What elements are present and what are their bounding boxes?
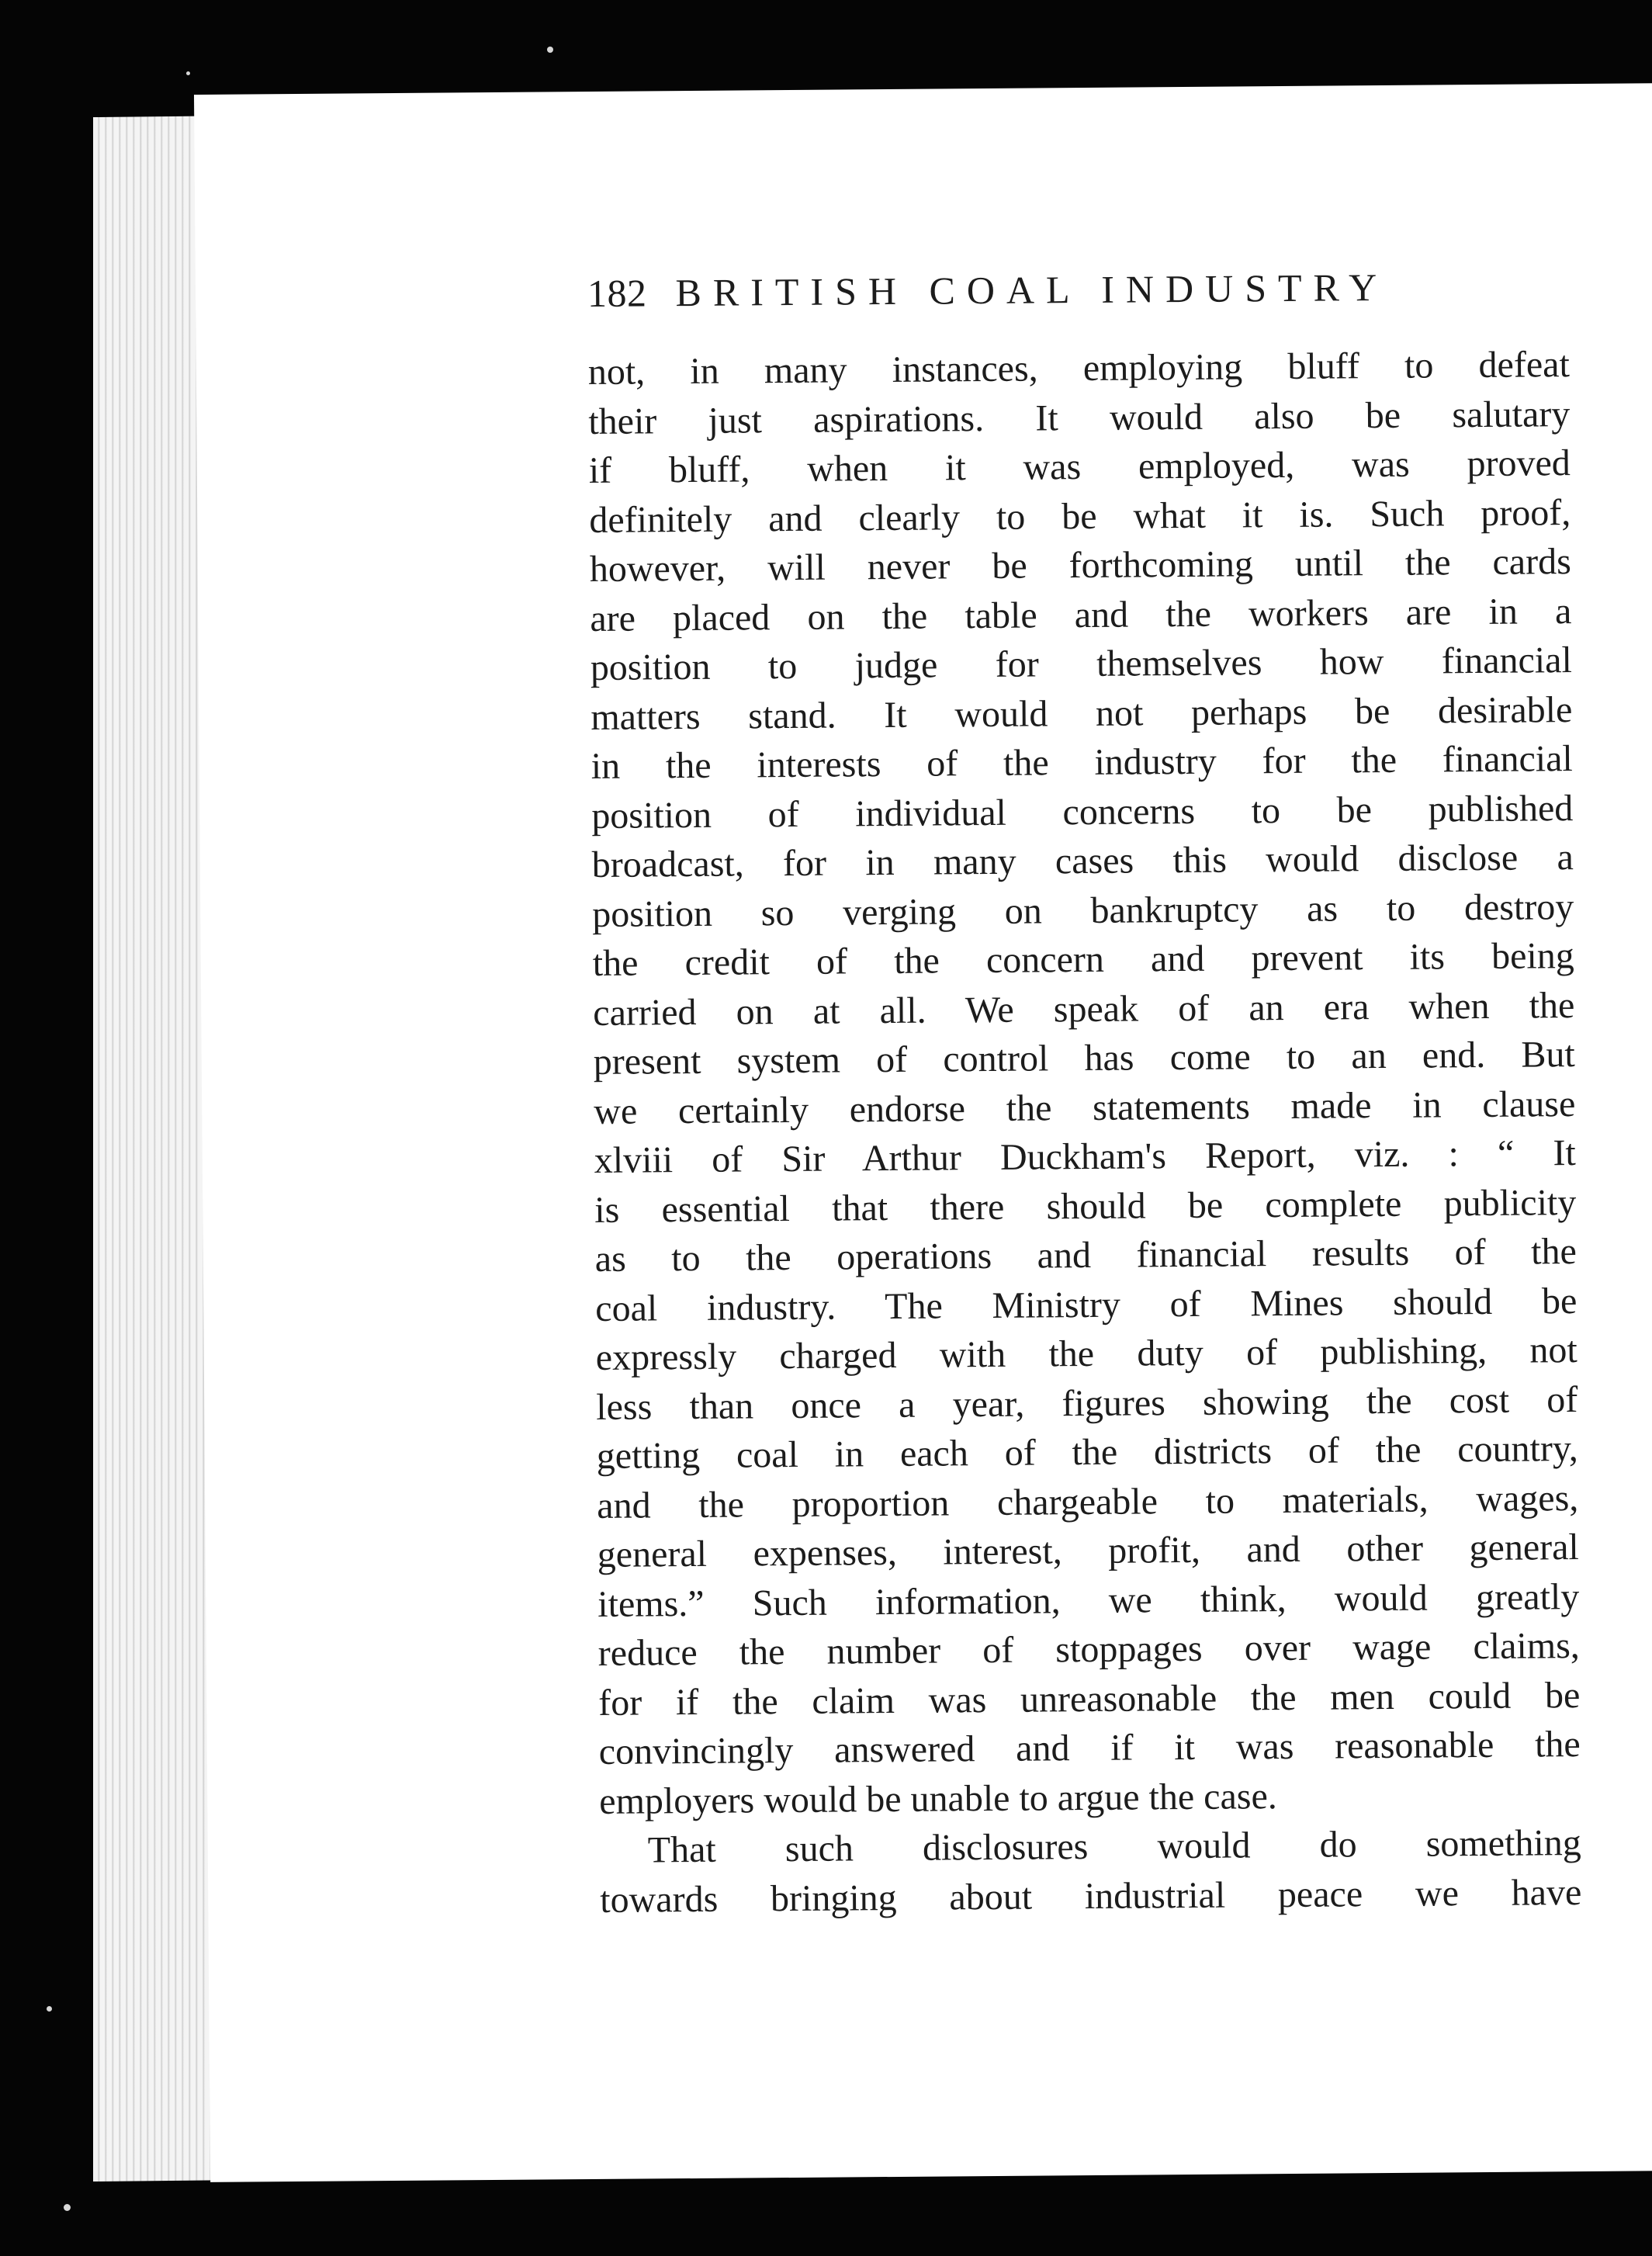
text-line: position of individual concerns to be published: [591, 787, 1574, 837]
text-line: and the proportion chargeable to materials, wages,: [597, 1477, 1579, 1527]
dust-speck: [186, 71, 190, 75]
text-line: in the interests of the industry for the financial: [590, 738, 1573, 788]
text-line: position so verging on bankruptcy as to destroy: [592, 885, 1574, 935]
text-line: are placed on the table and the workers are in a: [590, 590, 1572, 639]
text-line: coal industry. The Ministry of Mines should be: [595, 1280, 1578, 1329]
text-line: for if the claim was unreasonable the men could be: [598, 1674, 1581, 1724]
text-line: position to judge for themselves how financial: [590, 639, 1572, 689]
text-line: convincingly answered and if it was reasonable the: [598, 1724, 1581, 1773]
text-line: the credit of the concern and prevent its being: [592, 935, 1574, 984]
text-line: broadcast, for in many cases this would disclose a: [591, 837, 1574, 886]
text-line: less than once a year, figures showing the cost of: [596, 1378, 1578, 1428]
text-line: as to the operations and financial results of the: [594, 1231, 1577, 1280]
text-line: their just aspirations. It would also be salutary: [588, 393, 1571, 442]
text-line: xlviii of Sir Arthur Duckham's Report, viz. : “ It: [594, 1132, 1576, 1181]
text-line: getting coal in each of the districts of the country,: [596, 1428, 1578, 1477]
book-page: [194, 83, 1652, 2182]
text-line: That such disclosures would do something: [647, 1822, 1581, 1871]
text-line: is essential that there should be complete publicity: [594, 1181, 1577, 1231]
text-line: carried on at all. We speak of an era when the: [593, 984, 1575, 1034]
running-head: [587, 262, 1569, 317]
text-line: reduce the number of stoppages over wage claims,: [597, 1625, 1580, 1674]
text-line: expressly charged with the duty of publishing, not: [595, 1329, 1578, 1378]
page-number: 182: [587, 271, 647, 316]
text-line: however, will never be forthcoming until the cards: [589, 541, 1571, 591]
text-line: towards bringing about industrial peace we have: [600, 1871, 1582, 1921]
dust-speck: [547, 47, 553, 53]
text-line: general expenses, interest, profit, and other general: [597, 1527, 1579, 1575]
text-line: items.” Such information, we think, would greatly: [597, 1575, 1580, 1625]
running-title: BRITISH COAL INDUSTRY: [675, 265, 1389, 315]
body-text: [588, 340, 1582, 1925]
text-line: employers would be unable to argue the case.: [599, 1775, 1277, 1822]
text-line: not, in many instances, employing bluff to defeat: [587, 344, 1570, 393]
text-line: present system of control has come to an end. But: [593, 1034, 1575, 1083]
dust-speck: [64, 2204, 71, 2211]
text-line: definitely and clearly to be what it is. Such proof,: [589, 491, 1571, 541]
text-line: matters stand. It would not perhaps be desirable: [590, 688, 1573, 738]
text-line: if bluff, when it was employed, was proved: [588, 442, 1571, 492]
text-line: we certainly endorse the statements made in clause: [594, 1083, 1576, 1132]
page-content: [587, 262, 1582, 1925]
dust-speck: [47, 2006, 52, 2012]
